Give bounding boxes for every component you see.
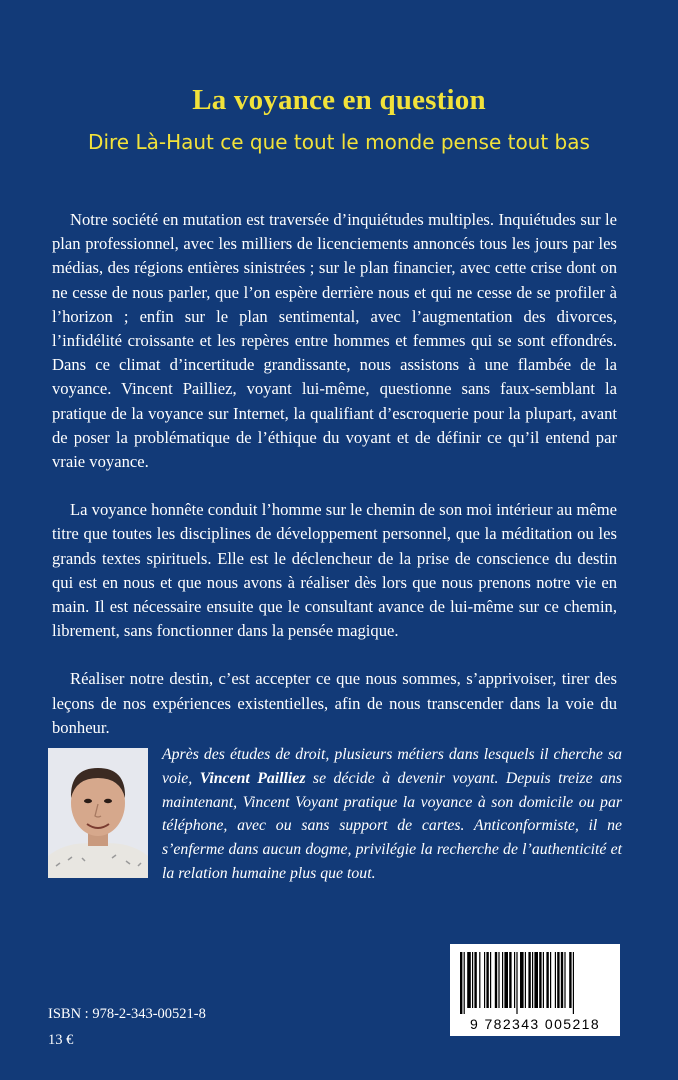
paragraph-3: Réaliser notre destin, c’est accepter ce que nous sommes, s’apprivoiser, tirer des leçons de nos expériences existentielles, afin de nous transcender dans la voie du bonheur. [52, 669, 617, 737]
author-bio [162, 743, 622, 886]
author-name: Vincent Pailliez [199, 769, 306, 787]
paragraph-1: Notre société en mutation est traversée d’inquiétudes multiples. Inquiétudes sur le plan professionnel, avec les milliers de licenciements annoncés tous les jours par les médias, des régions entières sinistrées ; sur le plan financier, avec cette crise dont on ne cesse de nous parler, que l’on espère derrière nous et qui ne cesse de se profiler à l’horizon ; enfin sur le plan sentimental, avec l’augmentation des divorces, l’infidélité croissante et les repères entre hommes et femmes qui se sont effondrés. Dans ce climat d’incertitude grandissante, nous assistons à une flambée de la voyance. Vincent Pailliez, voyant lui-même, questionne sans faux-semblant la pratique de la voyance sur Internet, la qualifiant d’escroquerie pour la plupart, avant de poser la problématique de l’éthique du voyant et de définir ce qu’il entend par vraie voyance. [52, 210, 617, 472]
book-title: La voyance en question [192, 84, 486, 116]
book-subtitle: Dire Là-Haut ce que tout le monde pense tout bas [88, 130, 590, 154]
barcode-bars [450, 944, 620, 1016]
price: 13 € [48, 1032, 74, 1048]
back-cover-text [52, 208, 617, 764]
barcode-digits: 9 782343 005218 [470, 1016, 600, 1032]
barcode [450, 944, 620, 1036]
bio-rest: se décide à devenir voyant. Depuis treize ans maintenant, Vincent Voyant pratique la voyance à son domicile ou par téléphone, avec ou sans support de cartes. Anticonformiste, il ne s’enferme dans aucun dogme, privilégie la recherche de l’authenticité et la relation humaine plus que tout. [162, 769, 622, 882]
author-photo [48, 748, 148, 878]
bio-intro: Après des études de droit, plusieurs métiers dans lesquels il cherche sa voie, [162, 746, 622, 787]
paragraph-2: La voyance honnête conduit l’homme sur le chemin de son moi intérieur au même titre que toutes les disciplines de développement personnel, que la méditation ou les grands textes spirituels. Elle est le déclencheur de la prise de conscience du destin qui est en nous et que nous avons à réaliser dès lors que nous prenons notre vie en main. Il est nécessaire ensuite que le consultant avance de lui-même sur ce chemin, librement, sans fonctionner dans la pensée magique. [52, 500, 617, 641]
isbn: ISBN : 978-2-343-00521-8 [48, 1006, 206, 1022]
